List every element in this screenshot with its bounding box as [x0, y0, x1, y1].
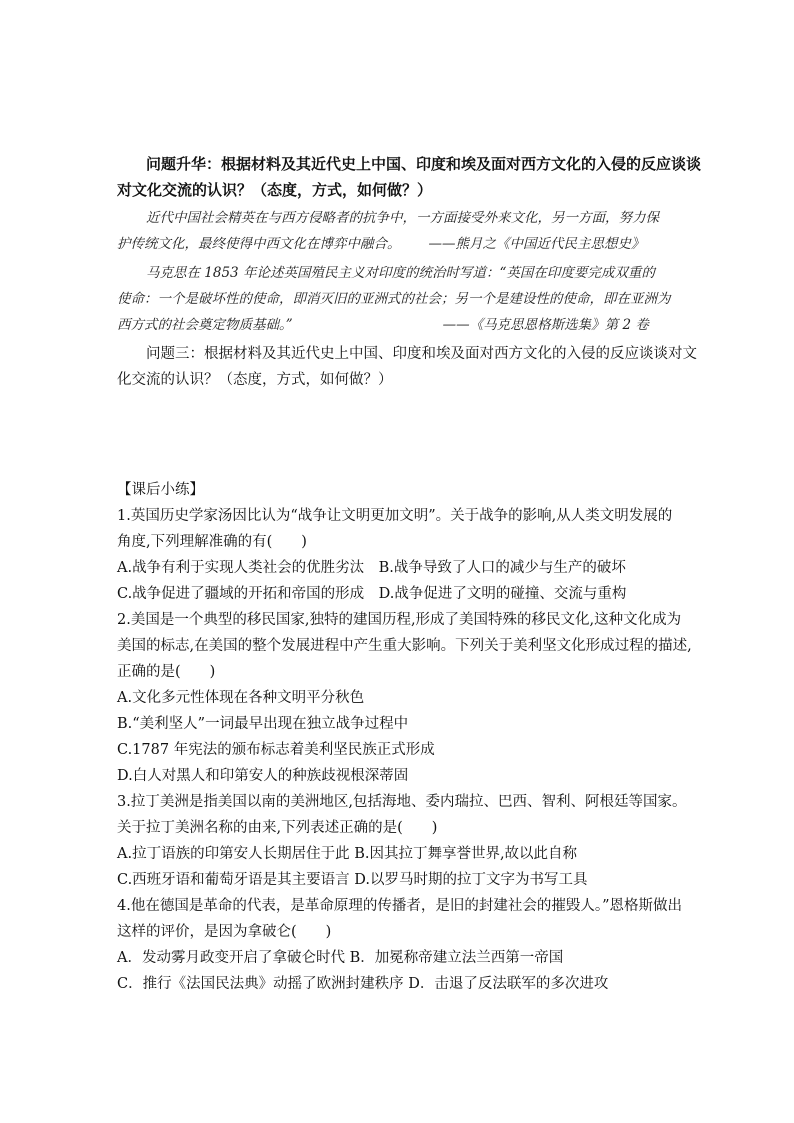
- quote-2-line-1: 马克思在 1853 年论述英国殖民主义对印度的统治时写道：“英国在印度要完成双重的: [146, 265, 655, 281]
- q4-stem-1: 4.他在德国是革命的代表，是革命原理的传播者，是旧的封建社会的摧毁人。”恩格斯做出: [117, 898, 682, 914]
- q2-stem-3: 正确的是( ): [117, 664, 216, 680]
- q1-stem-2: 角度,下列理解准确的有( ): [117, 534, 307, 550]
- q2-option-a: A.文化多元性体现在各种文明平分秋色: [117, 690, 365, 706]
- q2-option-d: D.白人对黑人和印第安人的种族歧视根深蒂固: [117, 768, 409, 784]
- quote-1-line-2-text: 护传统文化，最终使得中西文化在博弈中融合。: [117, 236, 401, 252]
- quote-2-line-3: [117, 312, 683, 338]
- q2-option-c: C.1787 年宪法的颁布标志着美利坚民族正式形成: [117, 742, 435, 758]
- quote-1-line-2: [117, 231, 683, 257]
- q1-options-cd: C.战争促进了疆域的开拓和帝国的形成 D.战争促进了文明的碰撞、交流与重构: [117, 586, 627, 602]
- question-4: [117, 893, 683, 997]
- quote-1-source: ——熊月之《中国近代民主思想史》: [428, 236, 645, 252]
- practice-section: [117, 477, 692, 997]
- q3-options-cd: C.西班牙语和葡萄牙语是其主要语言 D.以罗马时期的拉丁文字为书写工具: [117, 872, 588, 888]
- q4-options-ab: A．发动雾月政变开启了拿破仑时代 B．加冕称帝建立法兰西第一帝国: [117, 950, 564, 966]
- question-upgrade-line-2: 对文化交流的认识？（态度，方式，如何做？）: [117, 181, 433, 199]
- practice-heading: 【课后小练】: [117, 482, 204, 498]
- question-three: [117, 341, 697, 393]
- question-3: [117, 789, 687, 893]
- q2-option-b: B.“美利坚人”一词最早出现在独立战争过程中: [117, 716, 409, 732]
- q3-stem-1: 3.拉丁美洲是指美国以南的美洲地区,包括海地、委内瑞拉、巴西、智利、阿根廷等国家。: [117, 794, 687, 810]
- q3-stem-2: 关于拉丁美洲名称的由来,下列表述正确的是( ): [117, 820, 438, 836]
- question-upgrade-line-1: 问题升华：根据材料及其近代史上中国、印度和埃及面对西方文化的入侵的反应谈谈: [146, 155, 702, 173]
- quote-2-line-2: 使命：一个是破坏性的使命，即消灭旧的亚洲式的社会；另一个是建设性的使命，即在亚洲为: [117, 291, 671, 307]
- q2-stem-1: 2.美国是一个典型的移民国家,独特的建国历程,形成了美国特殊的移民文化,这种文化成为: [117, 612, 682, 628]
- quote-1-line-1: 近代中国社会精英在与西方侵略者的抗争中，一方面接受外来文化，另一方面，努力保: [146, 210, 659, 226]
- q4-stem-2: 这样的评价，是因为拿破仑( ): [117, 924, 332, 940]
- q3-options-ab: A.拉丁语族的印第安人长期居住于此 B.因其拉丁舞享誉世界,故以此自称: [117, 846, 578, 862]
- material-quote-2: [117, 260, 683, 338]
- q4-options-cd: C．推行《法国民法典》动摇了欧洲封建秩序 D．击退了反法联军的多次进攻: [117, 976, 609, 992]
- question-1: [117, 503, 683, 607]
- quote-2-line-3-text: 西方式的社会奠定物质基础。”: [117, 317, 293, 333]
- question-2: [117, 607, 692, 789]
- quote-2-source: ——《马克思恩格斯选集》第 2 卷: [442, 317, 649, 333]
- q1-options-ab: A.战争有利于实现人类社会的优胜劣汰 B.战争导致了人口的减少与生产的破坏: [117, 560, 626, 576]
- material-quote-1: [117, 205, 683, 257]
- q2-stem-2: 美国的标志,在美国的整个发展进程中产生重大影响。下列关于美利坚文化形成过程的描述,: [117, 638, 692, 654]
- question-upgrade: [117, 151, 702, 203]
- q1-stem-1: 1.英国历史学家汤因比认为“战争让文明更加文明”。关于战争的影响,从人类文明发展的: [117, 508, 673, 524]
- question-three-line-2: 化交流的认识？（态度，方式，如何做？）: [117, 372, 393, 388]
- question-three-line-1: 问题三：根据材料及其近代史上中国、印度和埃及面对西方文化的入侵的反应谈谈对文: [146, 346, 697, 362]
